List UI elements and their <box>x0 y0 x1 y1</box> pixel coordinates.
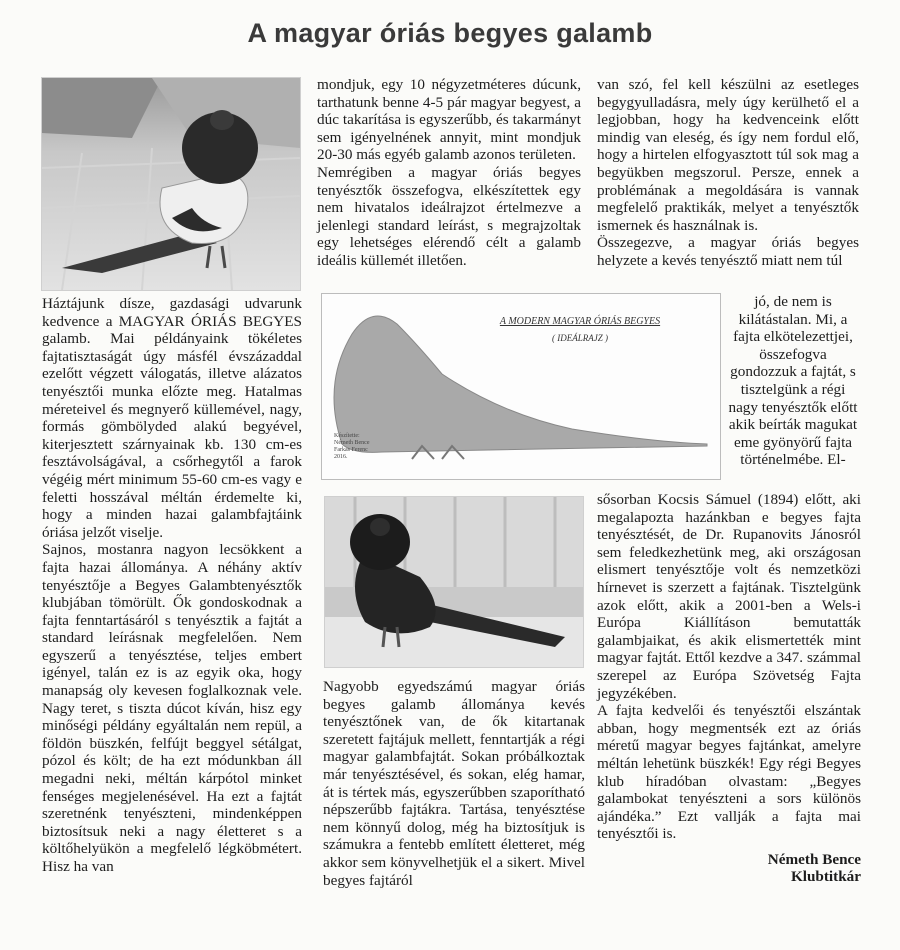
column-2-top <box>317 76 581 270</box>
drawing-credit: 2016. <box>334 454 348 460</box>
paragraph: Nagyobb egyedszámú magyar óriás begyes galamb állománya kevés tenyésztőnek van, de ők kitartanak szeretett fajtájuk mellett, fenntartják a régi magyar galambfajtát. Sokan próbálkoztak már tenyésztésével, és sokan, elég hamar, át is tértek más, egyszerűbben szaporítható népszerűbb fajtákra. Tartása, tenyésztése nem könnyű dolog, még ha biztosítjuk is számukra a fentebb említett életteret, még akkor sem könyvelhetjük el a sikert. Mivel begyes fajtáról <box>323 678 585 889</box>
column-3-wrap <box>727 293 859 469</box>
column-3-top <box>597 76 859 270</box>
author-role: Klubtitkár <box>790 868 861 886</box>
paragraph: mondjuk, egy 10 négyzetméteres dúcunk, tarthatunk benne 4-5 pár magyar begyest, a dúc takarítása is egyszerűbb, és takarmányt sem igényelnének annyit, mint mondjuk 20-30 más egyéb galamb azonos területen. <box>317 76 581 164</box>
column-2-bottom <box>323 678 585 889</box>
author-name: Németh Bence <box>767 850 861 868</box>
paragraph: Nemrégiben a magyar óriás begyes tenyésztők összefogva, elkészítettek egy nem hivatalos ideálrajzot értelmezve a jelenlegi standard leírást, s megrajzoltak egy lehetséges elérendő célt a galamb ideális küllemét illetően. <box>317 163 581 269</box>
pigeon-photo-dark <box>324 496 584 668</box>
article-title: A magyar óriás begyes galamb <box>247 18 653 48</box>
paragraph: sősorban Kocsis Sámuel (1894) előtt, aki megalapozta hazánkban e begyes fajta tenyésztését, de Dr. Rupanovits Jánosról sem feledkezhetünk meg, aki országosan elismert tenyésztője volt és nemzetközi hírnevet is szerzett a fajtának. Tisztelgünk azok előtt, akik a 2001-ben a Wels-i Európa Kiállításon bemutatták galambjaikat, és akik elismertették mint magyar fajtát. Ettől kezdve a 347. számmal szerepel az Európa Szövetség Fajta jegyzékében. <box>597 491 861 702</box>
drawing-subtitle: ( IDEÁLRAJZ ) <box>552 333 608 343</box>
paragraph: Sajnos, mostanra nagyon lecsökkent a fajta hazai állománya. A néhány aktív tenyésztője a Begyes Galambtenyésztők klubjában tömörült. Ők gondoskodnak a fajta fenntartásáról s tenyésztik a fajtát a standard leírásnak megfelelően. Nem egyszerű a tenyésztése, teljes embert igényel, talán ez is az egyik oka, hogy manapság oly kevesen foglalkoznak vele. Nagy teret, s tiszta dúcot kíván, hisz egy minőségi példány egyáltalán nem repül, a földön büszkén, felfújt beggyel sétálgat, pózol és költ; de ha ezt módunkban áll megadni neki, méltán kárpótol minket fenséges megjelenésével. Ha ezt a fajtát szeretnénk tenyészteni, mindenképpen biztosítsuk neki a nagy életteret s a költőhelyükön a megfelelő légköbmétert. Hisz ha van <box>42 541 302 875</box>
paragraph: A fajta kedvelői és tenyésztői elszántak abban, hogy megmentsék ezt az óriás méretű magyar begyes fajtánkat, amelyre méltán lehetünk büszkék! Egy régi Begyes klub híradóban olvastam: „Begyes galambokat tenyészteni a sors különös ajándéka.” Ezt vallják a fajta mai tenyésztői is. <box>597 702 861 843</box>
drawing-credit: Farkas Ferenc <box>334 447 368 453</box>
drawing-credit: Németh Bence <box>334 440 370 446</box>
paragraph: van szó, fel kell készülni az esetleges begygyulladásra, mely úgy kerülhető el a legjobban, hogy ha kedvenceink előtt mindig van eleség, és így nem fordul elő, hogy a hirtelen elfogyasztott túl sok mag a begyükben megszorul. Persze, ennek a problémának a megoldására is vannak megfelelő praktikák, melyet a tenyésztők ismernek és használnak is. <box>597 76 859 234</box>
column-1 <box>42 295 302 876</box>
paragraph: Összegezve, a magyar óriás begyes helyzete a kevés tenyésztő miatt nem túl <box>597 234 859 269</box>
paragraph: Háztájunk dísze, gazdasági udvarunk kedvence a MAGYAR ÓRIÁS BEGYES galamb. Mai példányaink tökéletes fajtatisztaságát úgy másfél évszázaddal ezelőtt végzett válogatás, illetve alázatos tenyésztői munka előzte meg. Hatalmas méreteivel és megnyerő küllemével, nagy, formás gömbölyded alakú begyével, kiterjesztett szárnyainak kb. 130 cm-es fesztávolságával, a csőrhegytől a farok végéig mért minimum 55-60 cm-es vagy e feletti hosszával méltán érdemelte ki, hogy a minden hazai galambfajtáink óriása jelzőt viselje. <box>42 295 302 541</box>
paragraph: jó, de nem is kilátástalan. Mi, a fajta elkötelezettjei, összefogva gondozzuk a fajtát, s tisztelgünk a régi nagy tenyésztők előtt akik beírták magukat eme gyönyörű fajta történelmébe. El- <box>728 293 858 469</box>
column-3-bottom <box>597 491 861 886</box>
ideal-drawing <box>321 293 721 480</box>
pigeon-photo-standing <box>41 77 301 291</box>
drawing-credit: Készítette: <box>334 433 360 439</box>
drawing-title: A MODERN MAGYAR ÓRIÁS BEGYES <box>499 316 661 327</box>
